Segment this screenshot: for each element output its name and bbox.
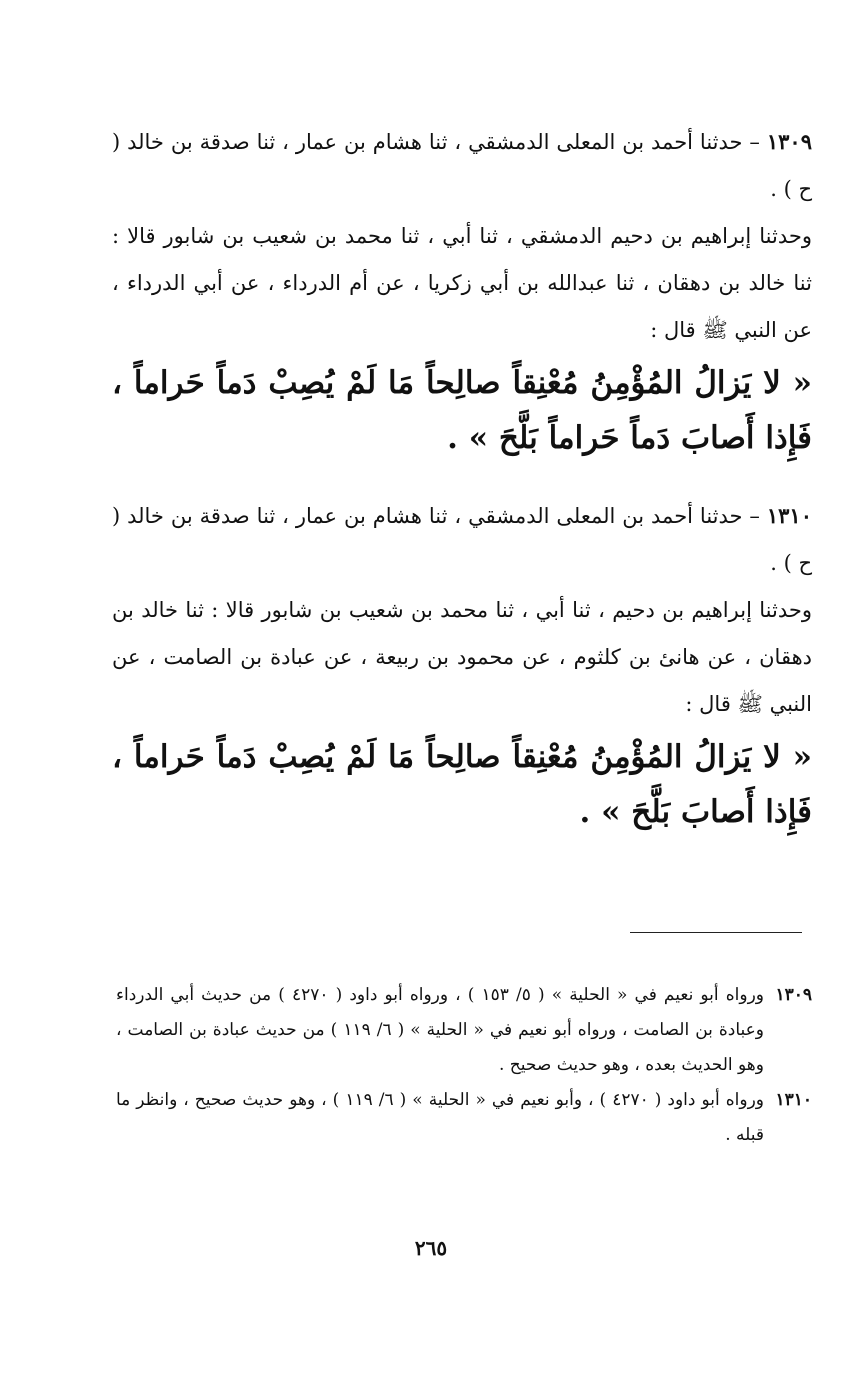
footnote-text: ورواه أبو نعيم في « الحلية » ( ٥/ ١٥٣ ) ، ورواه أبو داود ( ٤٢٧٠ ) من حديث أبي الدرداء وعبادة بن الصامت ، ورواه أبو نعيم في « الحلية » ( ٦/ ١١٩ ) من حديث عبادة بن الصامت ، وهو الحديث بعده ، وهو حديث صحيح . — [116, 985, 765, 1075]
footnote-1309 — [116, 978, 812, 1083]
footnote-divider — [630, 932, 802, 933]
entry-number: ١٣١٠ — [766, 503, 812, 528]
main-text — [112, 118, 812, 848]
entry-number: ١٣٠٩ — [766, 129, 812, 154]
isnad-text: – حدثنا أحمد بن المعلى الدمشقي ، ثنا هشام بن عمار ، ثنا صدقة بن خالد ( ح ) . — [112, 504, 812, 575]
isnad-text: – حدثنا أحمد بن المعلى الدمشقي ، ثنا هشام بن عمار ، ثنا صدقة بن خالد ( ح ) . — [112, 130, 812, 201]
hadith-entry-1310 — [112, 492, 812, 840]
isnad-1309-part1 — [112, 118, 812, 213]
isnad-1310-part1 — [112, 492, 812, 587]
page-number: ٢٦٥ — [414, 1236, 448, 1260]
isnad-1309-part2: وحدثنا إبراهيم بن دحيم الدمشقي ، ثنا أبي ، ثنا محمد بن شعيب بن شابور قالا : ثنا خالد بن دهقان ، ثنا عبدالله بن أبي زكريا ، عن أم الدرداء ، عن أبي الدرداء ، عن النبي ﷺ قال : — [112, 224, 812, 342]
footnote-1310 — [116, 1083, 812, 1153]
hadith-text-1309: « لا يَزالُ المُؤْمِنُ مُعْنِقاً صالِحاً مَا لَمْ يُصِبْ دَماً حَراماً ، فَإِذا أَصابَ دَماً حَراماً بَلَّحَ » . — [112, 365, 812, 456]
footnote-number: ١٣٠٩ — [775, 985, 812, 1005]
footnotes — [116, 978, 812, 1153]
isnad-1310-part2: وحدثنا إبراهيم بن دحيم ، ثنا أبي ، ثنا محمد بن شعيب بن شابور قالا : ثنا خالد بن دهقان ، عن هانئ بن كلثوم ، عن محمود بن ربيعة ، عن عبادة بن الصامت ، عن النبي ﷺ قال : — [112, 598, 812, 716]
hadith-text-1310: « لا يَزالُ المُؤْمِنُ مُعْنِقاً صالِحاً مَا لَمْ يُصِبْ دَماً حَراماً ، فَإِذا أَصابَ بَلَّحَ » . — [112, 739, 812, 830]
hadith-entry-1309 — [112, 118, 812, 466]
footnote-text: ورواه أبو داود ( ٤٢٧٠ ) ، وأبو نعيم في « الحلية » ( ٦/ ١١٩ ) ، وهو حديث صحيح ، وانظر ما قبله . — [116, 1090, 764, 1145]
footnote-number: ١٣١٠ — [775, 1090, 812, 1110]
